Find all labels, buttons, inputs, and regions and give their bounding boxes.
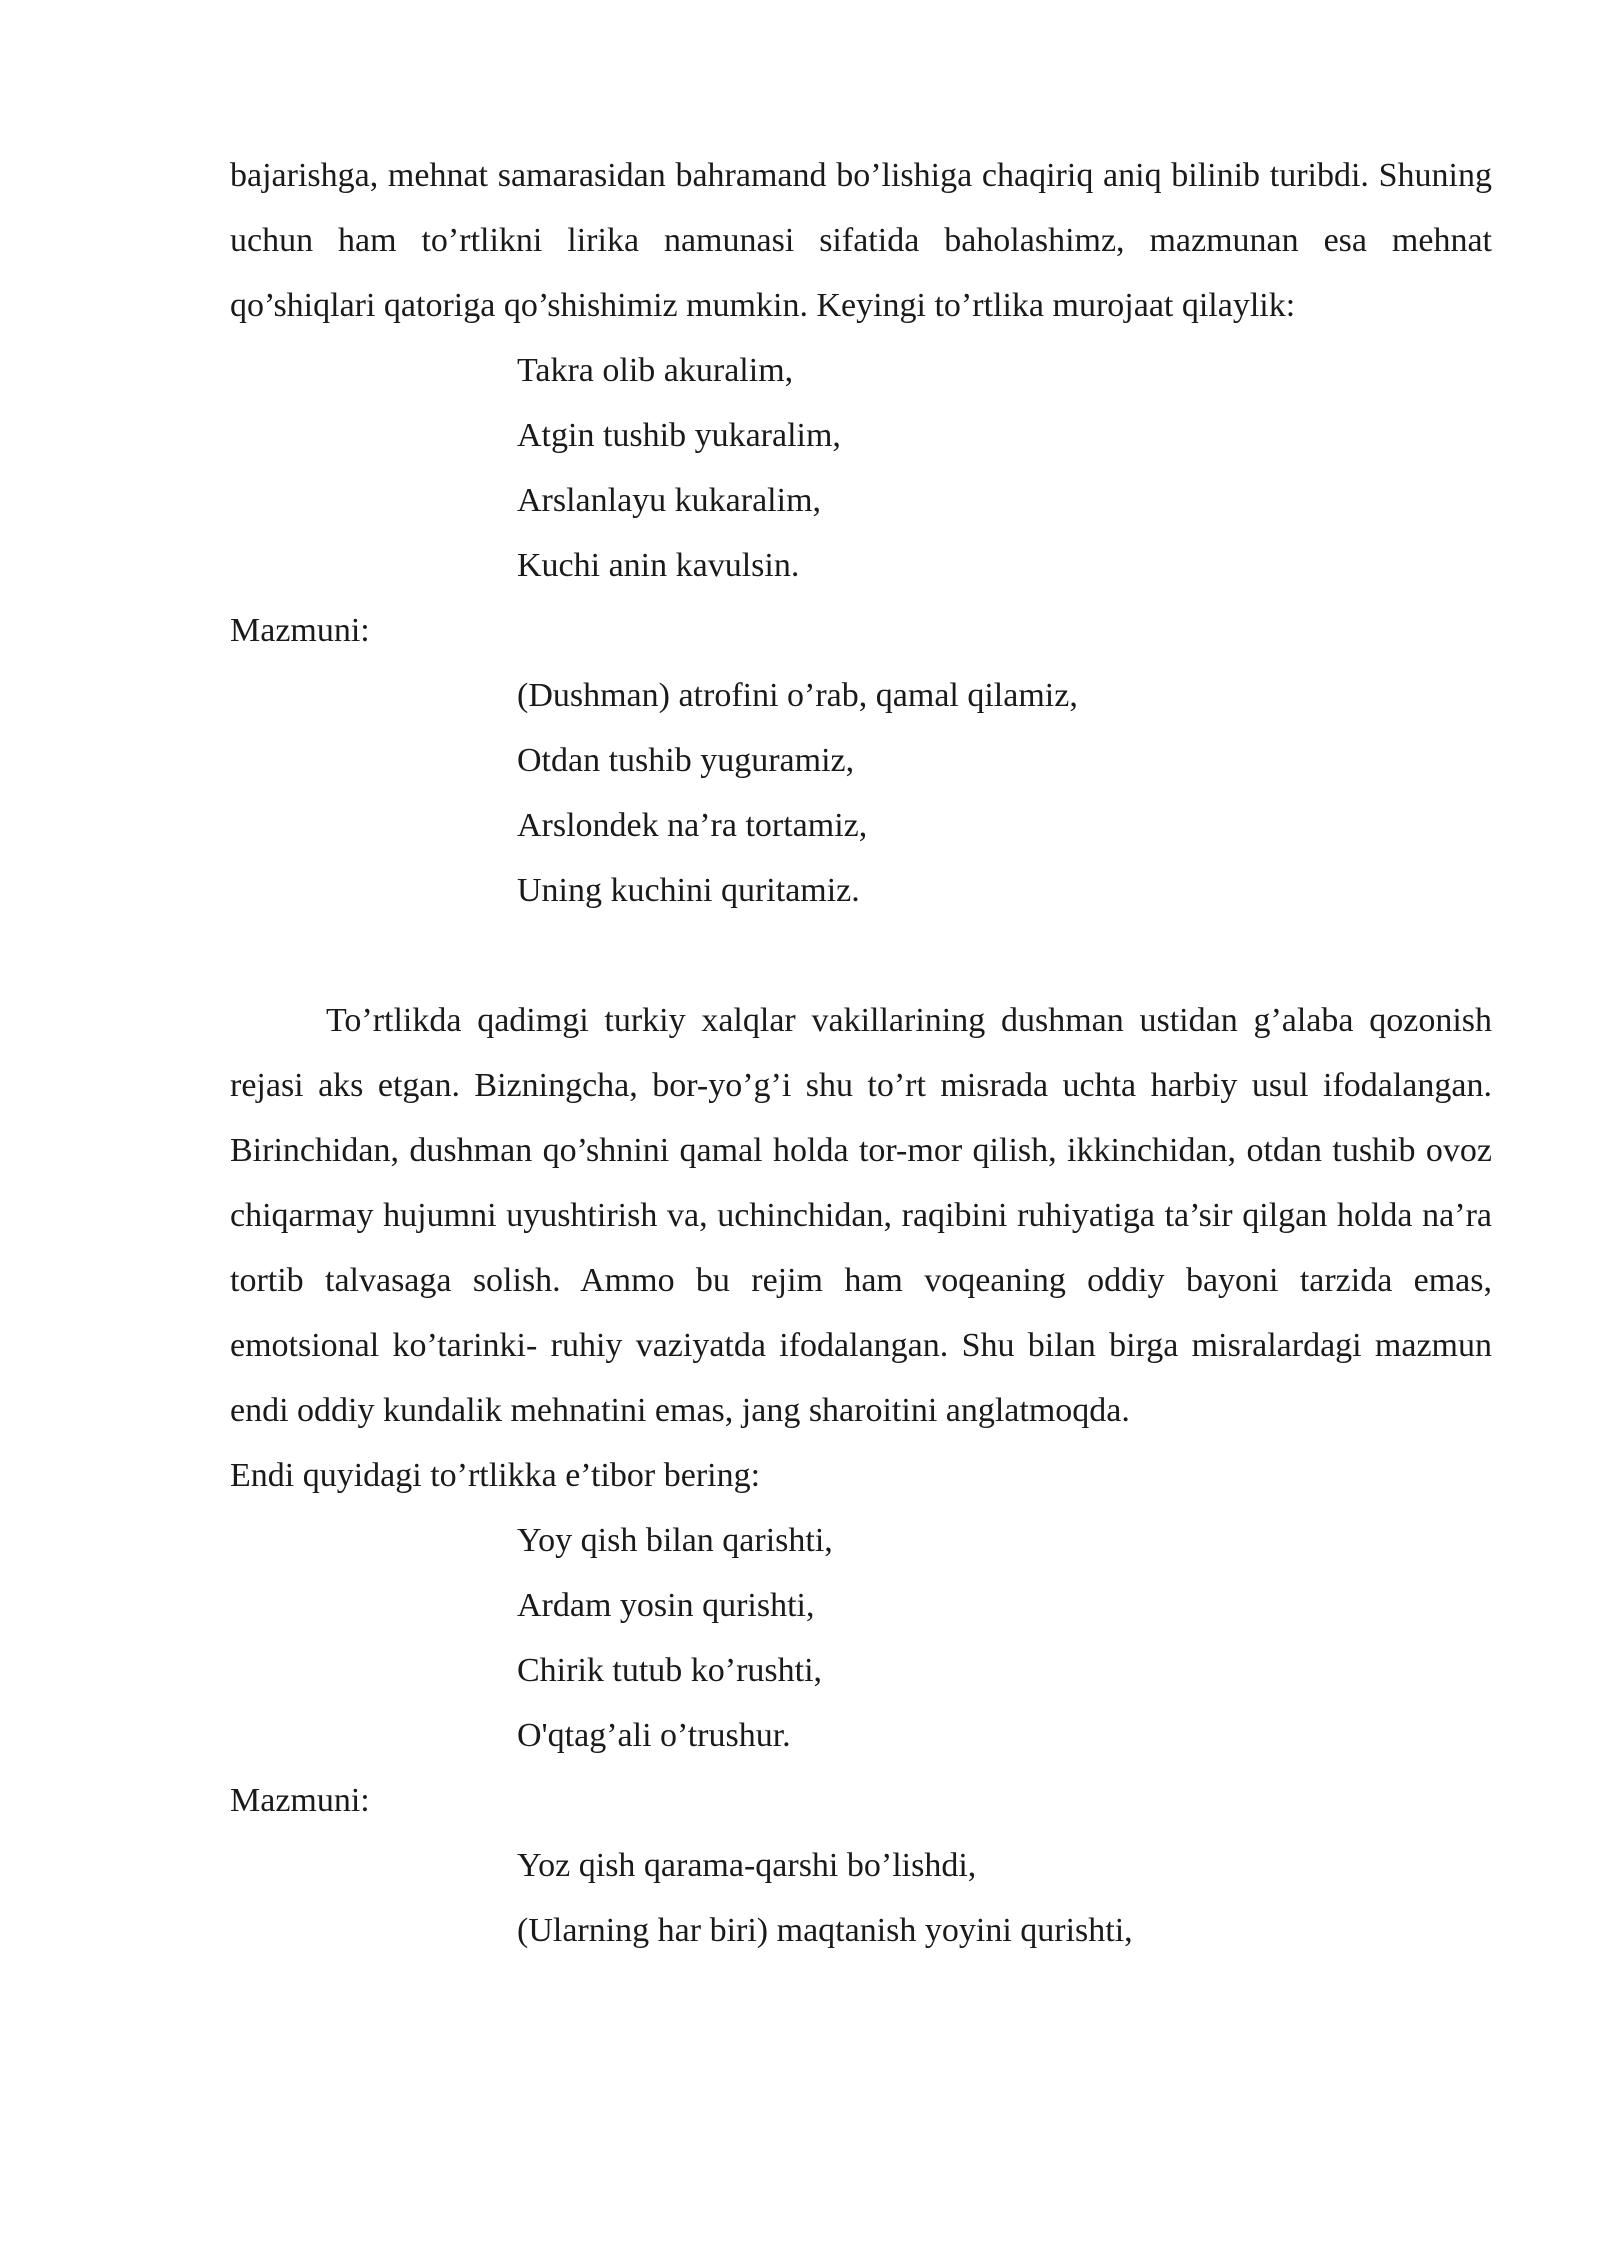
- verse-line: O'qtag’ali o’trushur.: [517, 1717, 791, 1754]
- verse-original-2: [230, 1508, 1492, 1768]
- meaning-line: Arslondek na’ra tortamiz,: [517, 807, 868, 844]
- verse-line: Kuchi anin kavulsin.: [517, 547, 800, 584]
- verse-meaning-2: [230, 1833, 1492, 1963]
- verse-line: Takra olib akuralim,: [517, 352, 794, 389]
- verse-line: Ardam yosin qurishti,: [517, 1587, 815, 1624]
- verse-line: Yoy qish bilan qarishti,: [517, 1522, 833, 1559]
- meaning-label: Mazmuni:: [230, 612, 370, 649]
- verse-line: Chirik tutub ko’rushti,: [517, 1652, 823, 1689]
- meaning-line: (Ularning har biri) maqtanish yoyini qurishti,: [517, 1912, 1133, 1949]
- verse-meaning-1: [230, 663, 1492, 923]
- verse-line: Arslanlayu kukaralim,: [517, 482, 822, 519]
- next-quatrain-intro: Endi quyidagi to’rtlikka e’tibor bering:: [230, 1457, 761, 1494]
- verse-original-1: [230, 338, 1492, 598]
- verse-line: Atgin tushib yukaralim,: [517, 417, 841, 454]
- meaning-line: Uning kuchini quritamiz.: [517, 872, 860, 909]
- meaning-label: Mazmuni:: [230, 1782, 370, 1819]
- intro-paragraph: bajarishga, mehnat samarasidan bahramand bo’lishiga chaqiriq aniq bilinib turibdi. Shuning uchun ham to’rtlikni lirika namunasi sifatida baholashimz, mazmunan esa mehnat qo’shiqlari qatoriga qo’shishimiz mumkin. Keyingi to’rtlika murojaat qilaylik:: [230, 157, 1492, 324]
- meaning-line: Otdan tushib yuguramiz,: [517, 742, 855, 779]
- meaning-line: Yoz qish qarama-qarshi bo’lishdi,: [517, 1847, 977, 1884]
- paragraph-spacer: [230, 923, 1492, 988]
- document-page: [230, 143, 1492, 1963]
- analysis-paragraph: To’rtlikda qadimgi turkiy xalqlar vakillarining dushman ustidan g’alaba qozonish rejasi aks etgan. Bizningcha, bor-yo’g’i shu to’rt misrada uchta harbiy usul ifodalangan. Birinchidan, dushman qo’shnini qamal holda tor-mor qilish, ikkinchidan, otdan tushib ovoz chiqarmay hujumni uyushtirish va, uchinchidan, raqibini ruhiyatiga ta’sir qilgan holda na’ra tortib talvasaga solish. Ammo bu rejim ham voqeaning oddiy bayoni tarzida emas, emotsional ko’tarinki- ruhiy vaziyatda ifodalangan. Shu bilan birga misralardagi mazmun endi oddiy kundalik mehnatini emas, jang sharoitini anglatmoqda.: [230, 1002, 1492, 1429]
- meaning-line: (Dushman) atrofini o’rab, qamal qilamiz,: [517, 677, 1078, 714]
